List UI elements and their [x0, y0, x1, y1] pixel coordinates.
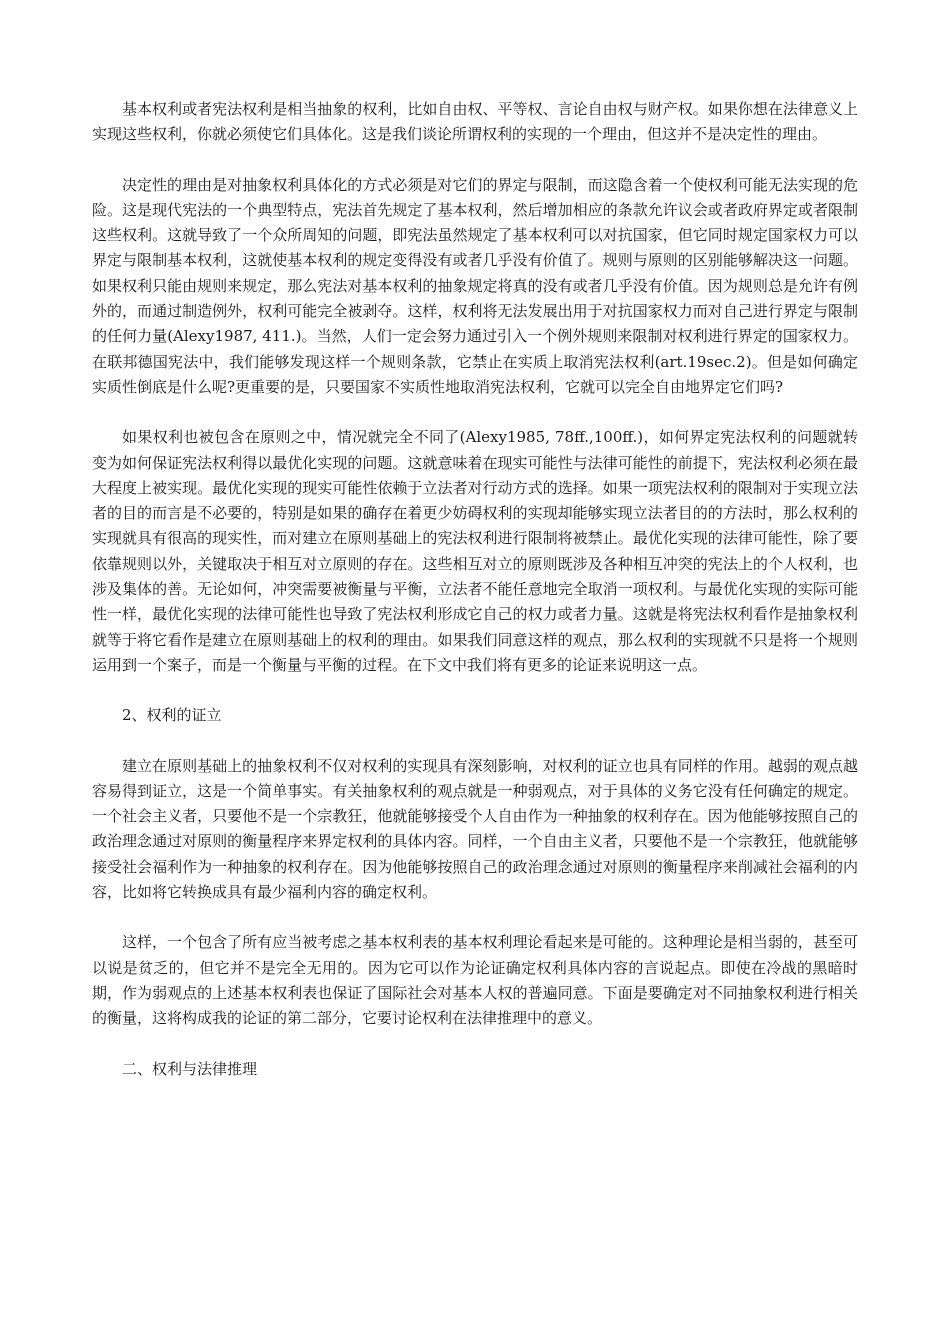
section-heading-rights-and-legal-reasoning: 二、权利与法律推理: [122, 1059, 258, 1078]
section-heading-justification-of-rights: 2、权利的证立: [122, 706, 222, 725]
paragraph-decisive-reason: 决定性的理由是对抽象权利具体化的方式必须是对它们的界定与限制，而这隐含着一个使权利可能无法实现的危险。这是现代宪法的一个典型特点，宪法首先规定了基本权利，然后增加相应的条款允许议会或者政府界定或者限制这些权利。这就导致了一个众所周知的问题，即宪法虽然规定了基本权利可以对抗国家，但它同时规定国家权力可以界定与限制基本权利，这就使基本权利的规定变得没有或者几乎没有价值了。规则与原则的区别能够解决这一问题。如果权利只能由规则来规定，那么宪法对基本权利的抽象规定将真的没有或者几乎没有价值。因为规则总是允许有例外的，而通过制造例外，权利可能完全被剥夺。这样，权利将无法发展出用于对抗国家权力而对自己进行界定与限制的任何力量(Alexy1987, 411.)。当然，人们一定会努力通过引入一个例外规则来限制对权利进行界定的国家权力。在联邦德国宪法中，我们能够发现这样一个规则条款，它禁止在实质上取消宪法权利(art.19sec.2)。但是如何确定实质性倒底是什么呢?更重要的是，只要国家不实质性地取消宪法权利，它就可以完全自由地界定它们吗?: [92, 175, 858, 396]
paragraph-abstract-rights: 基本权利或者宪法权利是相当抽象的权利，比如自由权、平等权、言论自由权与财产权。如果你想在法律意义上实现这些权利，你就必须使它们具体化。这是我们谈论所谓权利的实现的一个理由，但这并不是决定性的理由。: [92, 100, 858, 144]
paragraph-basic-rights-theory: 这样，一个包含了所有应当被考虑之基本权利表的基本权利理论看起来是可能的。这种理论是相当弱的，甚至可以说是贫乏的，但它并不是完全无用的。因为它可以作为论证确定权利具体内容的言说起点。即使在冷战的黑暗时期，作为弱观点的上述基本权利表也保证了国际社会对基本人权的普遍同意。下面是要确定对不同抽象权利进行相关的衡量，这将构成我的论证的第二部分，它要讨论权利在法律推理中的意义。: [92, 933, 858, 1028]
paragraph-justification: 建立在原则基础上的抽象权利不仅对权利的实现具有深刻影响，对权利的证立也具有同样的作用。越弱的观点越容易得到证立，这是一个简单事实。有关抽象权利的观点就是一种弱观点，对于具体的义务它没有任何确定的规定。一个社会主义者，只要他不是一个宗教狂，他就能够接受个人自由作为一种抽象的权利存在。因为他能够按照自己的政治理念通过对原则的衡量程序来界定权利的具体内容。同样，一个自由主义者，只要他不是一个宗教狂，他就能够接受社会福利作为一种抽象的权利存在。因为他能够按照自己的政治理念通过对原则的衡量程序来削减社会福利的内容，比如将它转换成具有最少福利内容的确定权利。: [92, 756, 858, 902]
document-page: [92, 97, 858, 1107]
paragraph-rights-as-principles: 如果权利也被包含在原则之中，情况就完全不同了(Alexy1985, 78ff.,100ff.)，如何界定宪法权利的问题就转变为如何保证宪法权利得以最优化实现的问题。这就意味着在现实可能性与法律可能性的前提下，宪法权利必须在最大程度上被实现。最优化实现的现实可能性依赖于立法者对行动方式的选择。如果一项宪法权利的限制对于实现立法者的目的而言是不必要的，特别是如果的确存在着更少妨碍权利的实现却能够实现立法者目的的方法时，那么权利的实现就具有很高的现实性，而对建立在原则基础上的宪法权利进行限制将被禁止。最优化实现的法律可能性，除了要依靠规则以外，关键取决于相互对立原则的存在。这些相互对立的原则既涉及各种相互冲突的宪法上的个人权利，也涉及集体的善。无论如何，冲突需要被衡量与平衡，立法者不能任意地完全取消一项权利。与最优化实现的实际可能性一样，最优化实现的法律可能性也导致了宪法权利形成它自己的权力或者力量。这就是将宪法权利看作是抽象权利就等于将它看作是建立在原则基础上的权利的理由。如果我们同意这样的观点，那么权利的实现就不只是将一个规则运用到一个案子，而是一个衡量与平衡的过程。在下文中我们将有更多的论证来说明这一点。: [92, 428, 858, 674]
